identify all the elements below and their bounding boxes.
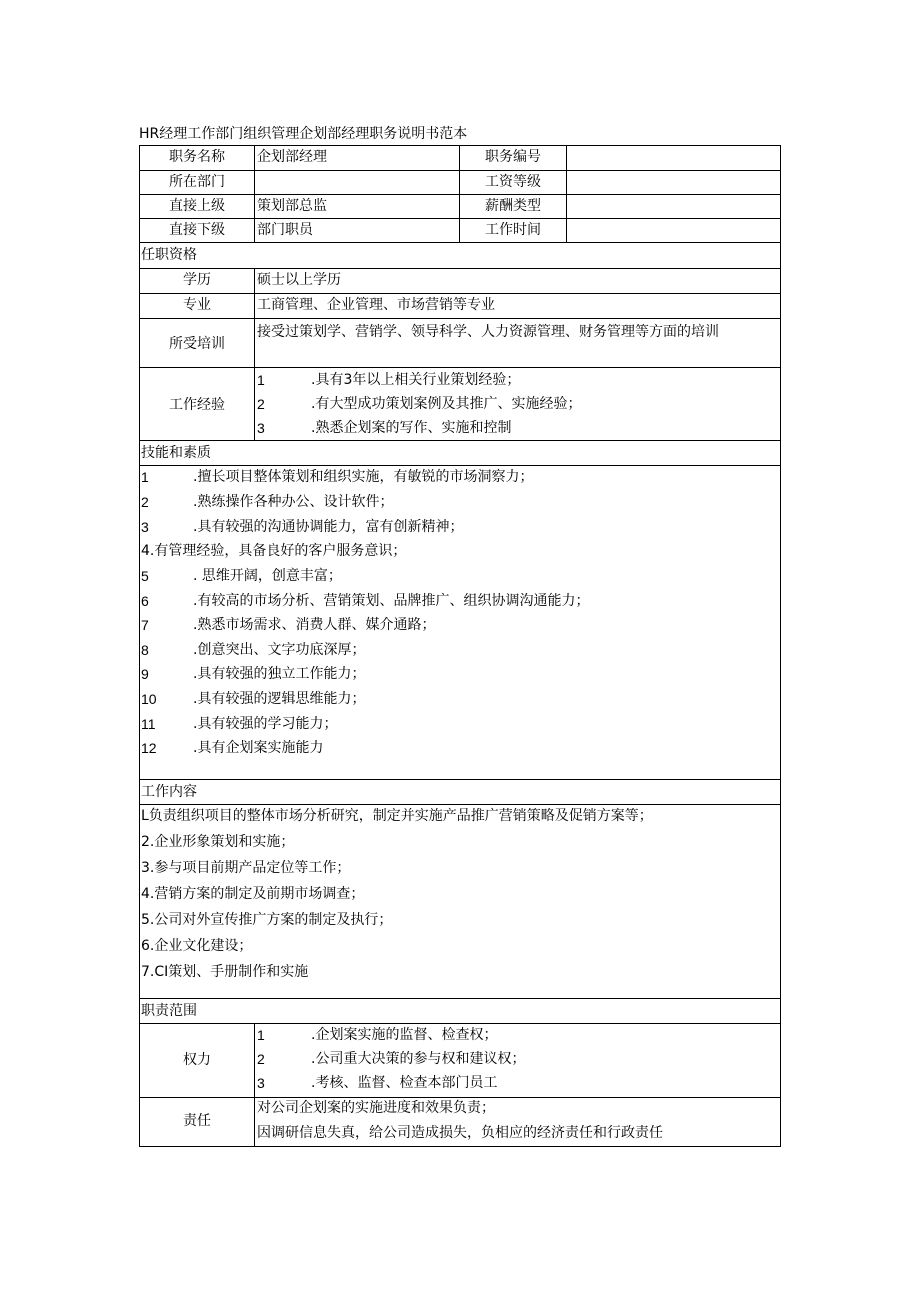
authority-label: 权力 xyxy=(183,1052,211,1068)
position-name-label: 职务名称 xyxy=(169,149,225,165)
position-name-value: 企划部经理 xyxy=(257,149,327,165)
work-time-label: 工作时间 xyxy=(485,222,541,238)
skill-number: 3 xyxy=(141,519,149,535)
skill-number: 9 xyxy=(141,666,149,682)
skill-number: 7 xyxy=(141,617,149,633)
skill-number: 2 xyxy=(141,494,149,510)
row-divider xyxy=(139,367,781,368)
col-divider xyxy=(566,145,567,242)
row-divider xyxy=(139,804,781,805)
subordinate-label: 直接下级 xyxy=(169,222,225,238)
skill-item: .熟练操作各种办公、设计软件； xyxy=(193,494,394,510)
pay-type-label: 薪酬类型 xyxy=(485,198,541,214)
row-divider xyxy=(139,242,781,243)
scope-header: 职责范围 xyxy=(141,1003,197,1019)
experience-item: .具有3年以上相关行业策划经验； xyxy=(311,372,521,388)
col-divider xyxy=(254,1023,255,1147)
skill-item: .熟悉市场需求、消费人群、媒介通路； xyxy=(193,617,436,633)
major-value: 工商管理、企业管理、市场营销等专业 xyxy=(257,297,495,313)
authority-number: 3 xyxy=(257,1075,265,1091)
experience-number: 2 xyxy=(257,396,265,412)
experience-label: 工作经验 xyxy=(169,397,225,413)
skill-number: 8 xyxy=(141,642,149,658)
training-label: 所受培训 xyxy=(169,336,225,352)
authority-item: .考核、监督、检查本部门员工 xyxy=(311,1075,498,1091)
skill-number: 1 xyxy=(141,469,149,485)
superior-value: 策划部总监 xyxy=(257,198,327,214)
position-no-label: 职务编号 xyxy=(485,149,541,165)
work-header: 工作内容 xyxy=(141,784,197,800)
training-value: 接受过策划学、营销学、领导科学、人力资源管理、财务管理等方面的培训 xyxy=(257,324,719,340)
skills-header: 技能和素质 xyxy=(141,445,211,461)
experience-item: .熟悉企划案的写作、实施和控制 xyxy=(311,420,512,436)
superior-label: 直接上级 xyxy=(169,198,225,214)
education-value: 硕士以上学历 xyxy=(257,272,341,288)
skill-item: .创意突出、文字功底深厚； xyxy=(193,642,366,658)
work-item: 7.CI策划、手册制作和实施 xyxy=(141,964,309,980)
authority-number: 1 xyxy=(257,1027,265,1043)
authority-item: .公司重大决策的参与权和建议权； xyxy=(311,1051,526,1067)
experience-item: .有大型成功策划案例及其推广、实施经验； xyxy=(311,396,582,412)
experience-number: 3 xyxy=(257,420,265,436)
dept-label: 所在部门 xyxy=(169,174,225,190)
skill-item: .有较高的市场分析、营销策划、品牌推广、组织协调沟通能力； xyxy=(193,593,590,609)
responsibility-item: 因调研信息失真，给公司造成损失，负相应的经济责任和行政责任 xyxy=(257,1125,663,1141)
skill-item: .擅长项目整体策划和组织实施，有敏锐的市场洞察力； xyxy=(193,469,534,485)
qualifications-header: 任职资格 xyxy=(141,247,197,263)
col-divider xyxy=(254,268,255,440)
responsibility-item: 对公司企划案的实施进度和效果负责； xyxy=(257,1100,495,1116)
subordinate-value: 部门职员 xyxy=(257,222,313,238)
experience-number: 1 xyxy=(257,372,265,388)
skill-item: 4.有管理经验，具备良好的客户服务意识； xyxy=(141,543,407,559)
work-item: L负责组织项目的整体市场分析研究，制定并实施产品推广营销策略及促销方案等； xyxy=(141,808,653,824)
row-divider xyxy=(139,465,781,466)
work-item: 6.企业文化建设； xyxy=(141,938,253,954)
row-divider xyxy=(139,440,781,441)
education-label: 学历 xyxy=(183,272,211,288)
work-item: 5.公司对外宣传推广方案的制定及执行； xyxy=(141,912,393,928)
work-item: 3.参与项目前期产品定位等工作； xyxy=(141,860,351,876)
row-divider xyxy=(139,1023,781,1024)
row-divider xyxy=(139,998,781,999)
row-divider xyxy=(139,779,781,780)
major-label: 专业 xyxy=(183,297,211,313)
skill-item: .具有较强的沟通协调能力，富有创新精神； xyxy=(193,519,464,535)
work-item: 4.营销方案的制定及前期市场调查； xyxy=(141,886,365,902)
skill-number: 6 xyxy=(141,593,149,609)
document-title: HR经理工作部门组织管理企划部经理职务说明书范本 xyxy=(139,126,468,142)
authority-number: 2 xyxy=(257,1051,265,1067)
salary-grade-label: 工资等级 xyxy=(485,174,541,190)
skill-item: .具有较强的独立工作能力； xyxy=(193,666,366,682)
col-divider xyxy=(254,145,255,242)
skill-number: 5 xyxy=(141,568,149,584)
skill-item: .具有企划案实施能力 xyxy=(193,740,324,756)
skill-number: 11 xyxy=(141,716,156,732)
skill-item: . 思维开阔，创意丰富； xyxy=(193,568,342,584)
skill-number: 12 xyxy=(141,740,157,756)
row-divider xyxy=(139,318,781,319)
skill-item: .具有较强的学习能力； xyxy=(193,716,338,732)
authority-item: .企划案实施的监督、检查权； xyxy=(311,1027,498,1043)
skill-number: 10 xyxy=(141,691,157,707)
responsibility-label: 责任 xyxy=(183,1113,211,1129)
work-item: 2.企业形象策划和实施； xyxy=(141,834,295,850)
skill-item: .具有较强的逻辑思维能力； xyxy=(193,691,366,707)
